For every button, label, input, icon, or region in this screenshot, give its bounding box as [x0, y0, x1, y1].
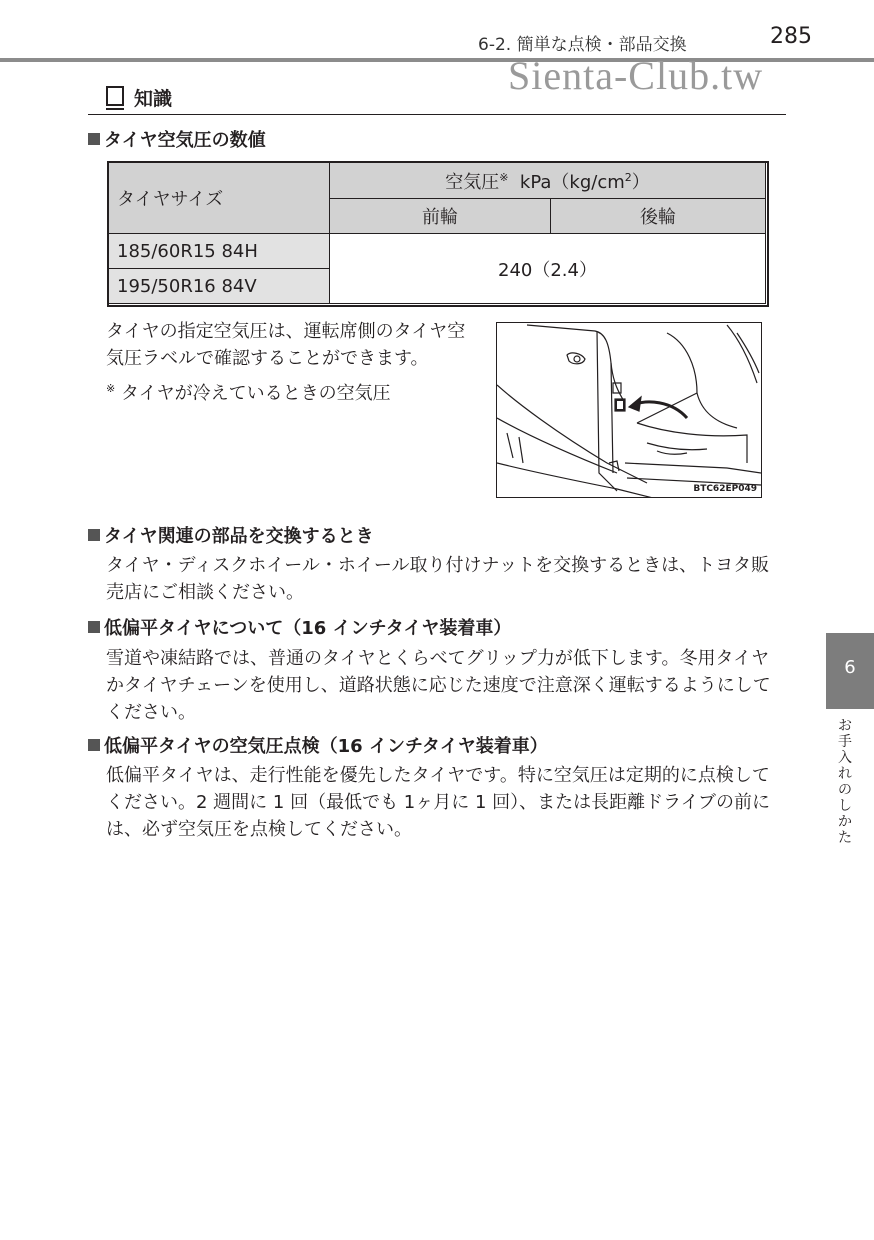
header-section-title: 6-2. 簡単な点検・部品交換: [478, 35, 687, 55]
section-heading-low-profile: [88, 614, 511, 640]
chapter-label: お手入れのしかた: [838, 718, 852, 846]
door-pillar-drawing: [497, 323, 762, 498]
tire-size-label: タイヤサイズ: [117, 189, 224, 210]
knowledge-label: 知識: [134, 88, 173, 110]
table-row-size: 195/50R16 84V: [109, 269, 330, 304]
table-header-pressure: [330, 163, 766, 199]
watermark: Sienta-Club.tw: [508, 53, 764, 98]
square-bullet-icon: [88, 529, 100, 541]
section-title: タイヤ空気圧の数値: [104, 130, 266, 151]
footnote: [106, 375, 482, 407]
book-icon: [106, 86, 124, 106]
low-profile-check-body: 低偏平タイヤは、走行性能を優先したタイヤです。特に空気圧は定期的に点検してください。2 週間に 1 回（最低でも 1ヶ月に 1 回）、または長距離ドライブの前には、必ず空気圧を点検してください。: [106, 765, 771, 840]
chapter-tab: [826, 633, 874, 709]
table-header-rear: 後輪: [551, 199, 766, 234]
square-bullet-icon: [88, 133, 100, 145]
square-bullet-icon: [88, 621, 100, 633]
knowledge-rule: [88, 114, 786, 115]
table-row-size: 185/60R15 84H: [109, 234, 330, 269]
section-heading-pressure: [88, 126, 266, 152]
door-pillar-illustration: [496, 322, 762, 498]
pressure-label-note: タイヤの指定空気圧は、運転席側のタイヤ空気圧ラベルで確認することができます。: [106, 321, 466, 369]
figure-code: BTC62EP049: [693, 484, 757, 494]
footnote-text: タイヤが冷えているときの空気圧: [120, 383, 391, 404]
parts-body: タイヤ・ディスクホイール・ホイール取り付けナットを交換するときは、トヨタ販売店にご相談ください。: [106, 555, 770, 603]
table-header-tire-size: [109, 163, 330, 234]
unit-close: ）: [631, 171, 650, 193]
low-profile-body: 雪道や凍結路では、普通のタイヤとくらべてグリップ力が低下します。冬用タイヤかタイヤチェーンを使用し、道路状態に応じた速度で注意深く運転するようにしてください。: [106, 648, 771, 723]
section-heading-parts: [88, 522, 374, 548]
section-title: 低偏平タイヤについて（16 インチタイヤ装着車）: [104, 618, 512, 639]
square-bullet-icon: [88, 739, 100, 751]
section-heading-low-profile-check: [88, 732, 548, 758]
table-pressure-value: 240（2.4）: [330, 234, 766, 304]
page-number: 285: [770, 24, 812, 49]
pressure-unit: kPa（kg/cm: [519, 171, 625, 193]
table-header-front: 前輪: [330, 199, 551, 234]
section-title: 低偏平タイヤの空気圧点検（16 インチタイヤ装着車）: [104, 736, 548, 757]
pressure-label: 空気圧: [445, 171, 500, 193]
section-title: タイヤ関連の部品を交換するとき: [104, 526, 374, 547]
chapter-number: 6: [844, 657, 856, 678]
tire-pressure-table: [108, 162, 766, 304]
unit-superscript: 2: [624, 170, 632, 184]
footnote-mark: ※: [499, 170, 509, 184]
footnote-mark: ※: [106, 382, 116, 395]
